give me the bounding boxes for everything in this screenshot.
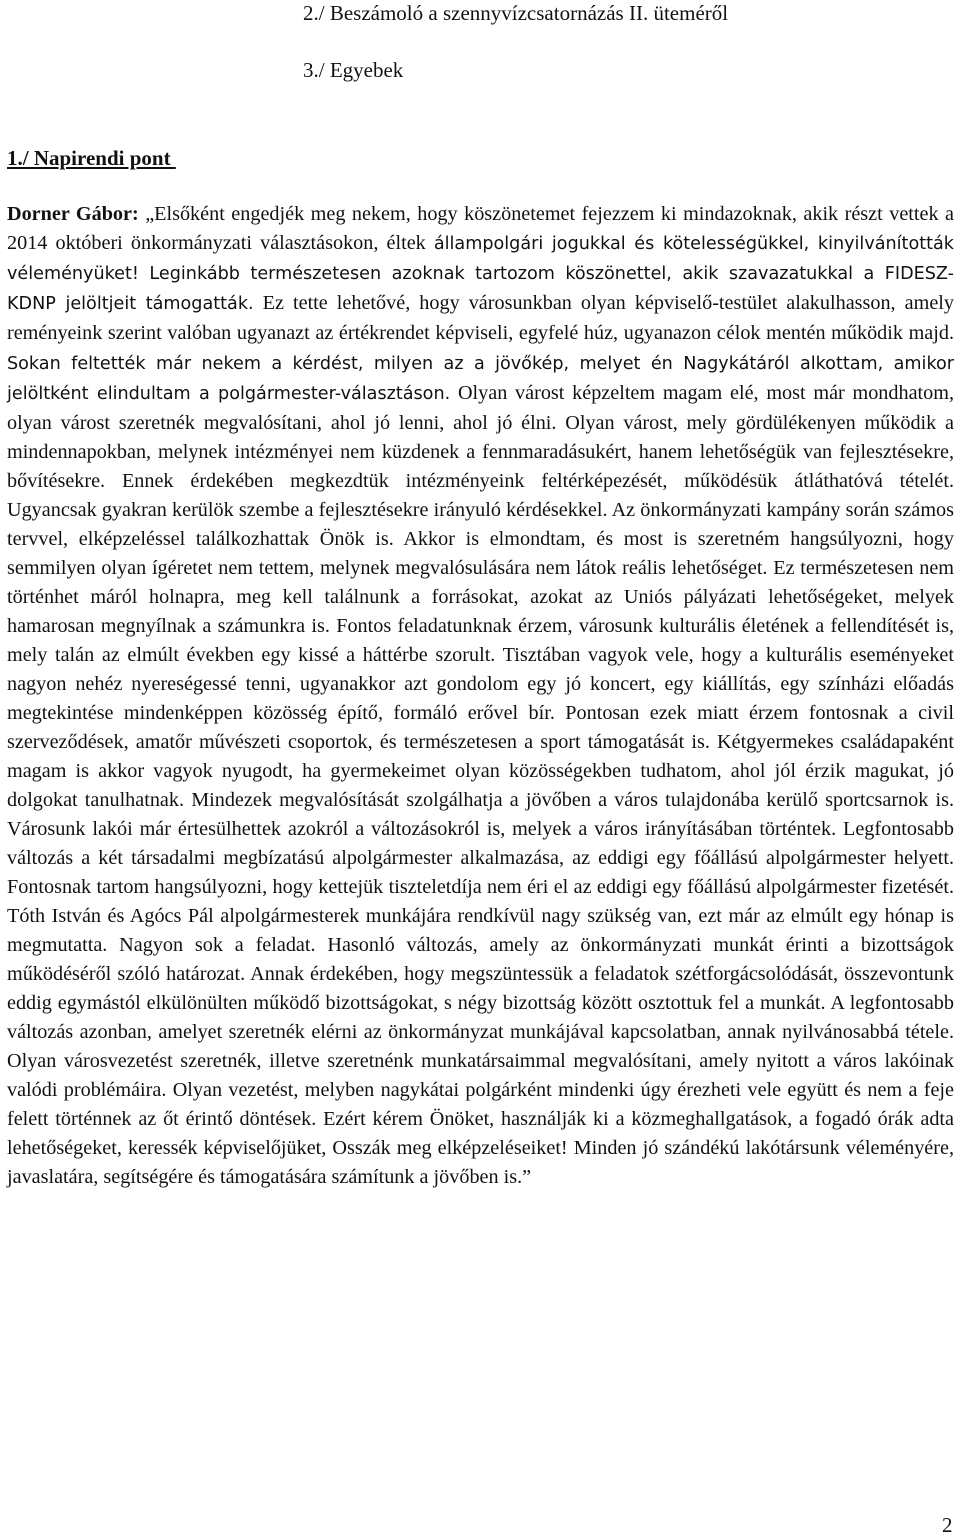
speech-text: „Elsőként engedjék meg nekem, hogy köszönetemet fejezzem ki mindazoknak, akik részt vettek a 2014 októberi önkormányzati választásokon, éltek [7, 203, 954, 254]
speech-paragraph [7, 200, 954, 1192]
speech-text: Ez tette lehetővé, hogy városunkban olyan képviselő-testület alakulhasson, amely reményeink szerint valóban ugyanazt az értékrendet képviseli, egyfelé húz, ugyanazon célok mentén működik majd. [7, 292, 954, 344]
agenda-item: 2./ Beszámoló a szennyvízcsatornázás II. üteméről [303, 1, 729, 25]
speech-text: állampolgári jogukkal és kötelességükkel, kinyilvánították véleményüket! Leginkább természetesen azoknak tartozom köszönettel, akik szavazatukkal a FIDESZ-KDNP jelöltjeit támogatták. [7, 234, 954, 314]
speaker-name: Dorner Gábor: [7, 203, 139, 225]
speech-text: Sokan feltették már nekem a kérdést, milyen az a jövőkép, melyet én Nagykátáról alkottam, amikor jelöltként elindultam a polgármester-választáson. [7, 354, 954, 404]
agenda-item: 3./ Egyebek [303, 58, 404, 82]
speech-text: Olyan várost képzeltem magam elé, most már mondhatom, olyan várost szeretnék megvalósítani, ahol jó lenni, ahol jó élni. Olyan várost, mely gördülékenyen működik a mindennapokban, melynek intézményei nem küzdenek a fennmaradásukért, hanem lehetőségük van fejlesztésekre, bővítésekre. Ennek érdekében megkezdtük intézményeink feltérképezését, működésük átláthatóvá tételét. Ugyancsak gyakran kerülök szembe a fejlesztésekre irányuló kérdésekkel. Az önkormányzati kampány során számos tervvel, elképzeléssel találkozhattak Önök is. Akkor is elmondtam, és most is szeretném hangsúlyozni, hogy semmilyen olyan ígéretet nem tettem, melynek megvalósulására nem látok reális lehetőséget. Ez természetesen nem történhet máról holnapra, meg kell találnunk a forrásokat, azokat az Uniós pályázati lehetőségeket, melyek hamarosan megnyílnak a számunkra is. Fontos feladatunknak érzem, városunk kulturális életének a fellendítését is, mely talán az elmúlt években egy kissé a háttérbe szorult. Tisztában vagyok vele, hogy a kulturális eseményeket nagyon nehéz nyereségessé tenni, ugyanakkor azt gondolom egy jó koncert, egy kiállítás, egy színházi előadás megtekintése mindenképpen közösség építő, formáló erővel bír. Pontosan ezek miatt érzem fontosnak a civil szerveződések, amatőr művészeti csoportok, és természetesen a sport támogatását is. Kétgyermekes családapaként magam is akkor vagyok nyugodt, ha gyermekeimet olyan közösségekben tudhatom, ahol jól érzik magukat, jó dolgokat tanulhatnak. Mindezek megvalósítását szolgálhatja a jövőben a város tulajdonába kerülő sportcsarnok is. Városunk lakói már értesülhettek azokról a változásokról is, melyek a város irányításában történtek. Legfontosabb változás a két társadalmi megbízatású alpolgármester alkalmazása, az eddigi egy főállású alpolgármester helyett. Fontosnak tartom hangsúlyozni, hogy kettejük tiszteletdíja nem éri el az eddigi egy főállású alpolgármester fizetését. Tóth István és Agócs Pál alpolgármesterek munkájára rendkívül nagy szükség van, ezt már az elmúlt egy hónap is megmutatta. Nagyon sok a feladat. Hasonló változás, amely az önkormányzati munkát érinti a bizottságok működéséről szóló határozat. Annak érdekében, hogy megszüntessük a feladatok szétforgácsolódását, összevontunk eddig egymástól elkülönülten működő bizottságokat, s négy bizottság között osztottuk fel a munkát. A legfontosabb változás azonban, amelyet szeretnék elérni az önkormányzat munkájával kapcsolatban, annak nyilvánosabbá tétele. Olyan városvezetést szeretnék, illetve szeretnénk munkatársaimmal megvalósítani, amely nyitott a város lakóinak valódi problémáira. Olyan vezetést, melyben nagykátai polgárként mindenki úgy érezheti vele együtt és nem a feje felett történnek az őt érintő döntések. Ezért kérem Önöket, használják ki a közmeghallgatások, a fogadó órák adta lehetőségeket, keressék képviselőjüket, Osszák meg elképzeléseiket! Minden jó szándékú lakótársunk véleményére, javaslatára, segítségére és támogatására számítunk a jövőben is.” [7, 382, 954, 1188]
page-number: 2 [942, 1513, 953, 1537]
section-heading: 1./ Napirendi pont [7, 146, 176, 170]
